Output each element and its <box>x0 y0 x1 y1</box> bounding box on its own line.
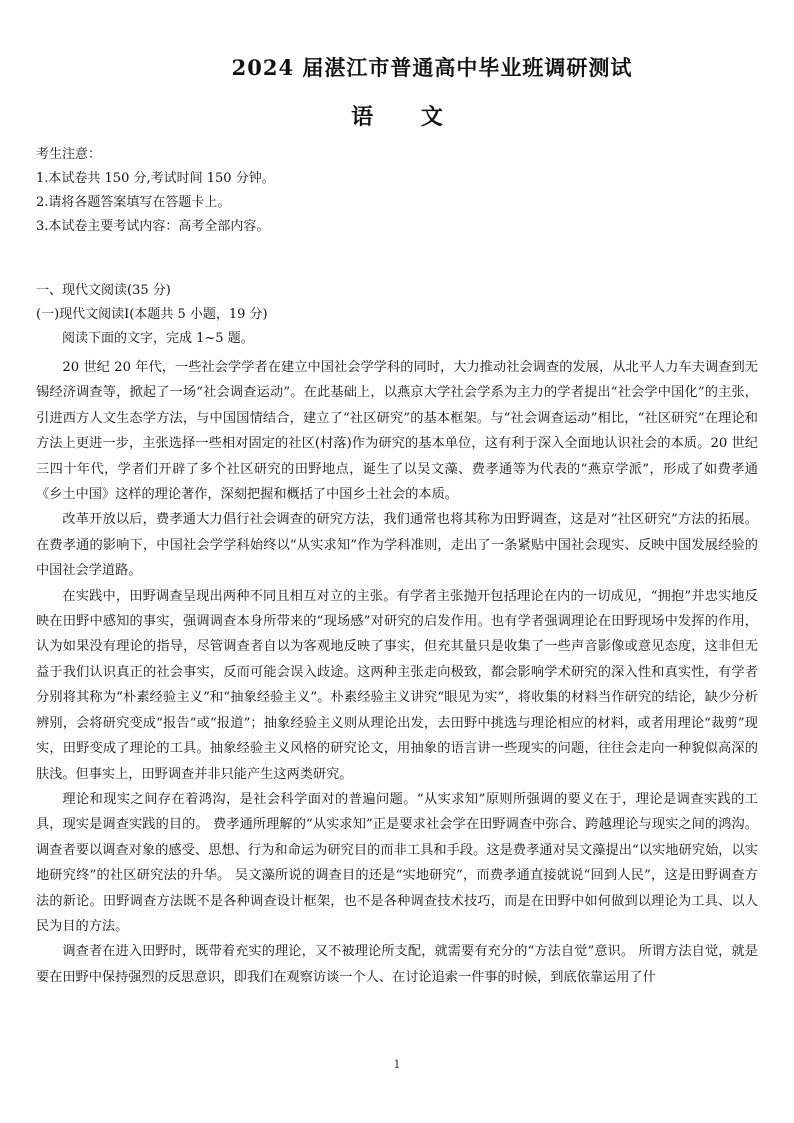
note-item: 3.本试卷主要考试内容：高考全部内容。 <box>36 219 270 234</box>
reading-instruction: 阅读下面的文字，完成 1~5 题。 <box>62 331 254 346</box>
subject-title: 语 文 <box>351 104 463 130</box>
passage-paragraph: 调查者在进入田野时，既带着充实的理论，又不被理论所支配，就需要有充分的“方法自觉”意识。 所谓方法自觉，就是要在田野中保持强烈的反思意识，即我们在观察访谈一个人、在讨论追索一件事的时候，到底依靠运用了什 <box>36 944 758 985</box>
section-subheading: (一)现代文阅读Ⅰ(本题共 5 小题，19 分) <box>36 307 268 322</box>
note-item: 2.请将各题答案填写在答题卡上。 <box>36 195 231 210</box>
candidate-notes <box>36 143 756 239</box>
passage-paragraph: 20 世纪 20 年代，一些社会学学者在建立中国社会学学科的同时，大力推动社会调查的发展，从北平人力车夫调查到无锡经济调查等，掀起了一场“社会调查运动”。在此基础上，以燕京大学社会学系为主力的学者提出“社会学中国化”的主张，引进西方人文生态学方法，与中国国情结合，建立了“社区研究”的基本框架。与“社会调查运动”相比，“社区研究”在理论和方法上更进一步，主张选择一些相对固定的社区(村落)作为研究的基本单位，这有利于深入全面地认识社会的本质。20 世纪三四十年代，学者们开辟了多个社区研究的田野地点，诞生了以吴文藻、费孝通等为代表的“燕京学派”，形成了如费孝通《乡土中国》这样的理论著作，深刻把握和概括了中国乡土社会的本质。 <box>36 360 758 503</box>
page-number: 1 <box>393 1058 401 1071</box>
notes-heading: 考生注意： <box>36 147 102 162</box>
reading-passage <box>36 355 758 990</box>
passage-paragraph: 理论和现实之间存在着鸿沟，是社会科学面对的普遍问题。“从实求知”原则所强调的要义在于，理论是调查实践的工具，现实是调查实践的目的。 费孝通所理解的“从实求知”正是要求社会学在田野调查中弥合、跨越理论与现实之间的鸿沟。调查者要以调查对象的感受、思想、行为和命运为研究目的而非工具和手段。这是费孝通对吴文藻提出“以实地研究始，以实地研究终”的社区研究法的升华。 吴文藻所说的调查目的还是“实地研究”，而费孝通直接就说“回到人民”，这是田野调查方法的新论。田野调查方法既不是各种调查设计框架，也不是各种调查技术技巧，而是在田野中如何做到以理论为工具、以人民为目的方法。 <box>36 791 758 934</box>
section-header <box>36 279 758 351</box>
passage-paragraph: 改革开放以后，费孝通大力倡行社会调查的研究方法，我们通常也将其称为田野调查，这是对“社区研究”方法的拓展。在费孝通的影响下，中国社会学学科始终以“从实求知”作为学科准则，走出了一条紧贴中国社会现实、反映中国发展经验的中国社会学道路。 <box>36 512 758 579</box>
exam-title: 2024 届湛江市普通高中毕业班调研测试 <box>231 55 633 80</box>
section-heading: 一、现代文阅读(35 分) <box>36 283 171 298</box>
passage-paragraph: 在实践中，田野调查呈现出两种不同且相互对立的主张。有学者主张抛开包括理论在内的一切成见，“拥抱”并忠实地反映在田野中感知的事实，强调调查本身所带来的“现场感”对研究的启发作用。也有学者强调理论在田野现场中发挥的作用，认为如果没有理论的指导，尽管调查者自以为客观地反映了事实，但充其量只是收集了一些声音影像或意见态度，这非但无益于我们认识真正的社会事实，反而可能会误入歧途。这两种主张走向极致，都会影响学术研究的深入性和真实性，有学者分别将其称为“朴素经验主义”和“抽象经验主义”。朴素经验主义讲究“眼见为实”，将收集的材料当作研究的结论，缺少分析辨别，会将研究变成“报告”或“报道”；抽象经验主义则从理论出发，去田野中挑选与理论相应的材料，或者用理论“裁剪”现实，田野变成了理论的工具。抽象经验主义风格的研究论文，用抽象的语言讲一些现实的问题，往往会走向一种貌似高深的肤浅。但事实上，田野调查并非只能产生这两类研究。 <box>36 588 758 782</box>
note-item: 1.本试卷共 150 分,考试时间 150 分钟。 <box>36 171 275 186</box>
